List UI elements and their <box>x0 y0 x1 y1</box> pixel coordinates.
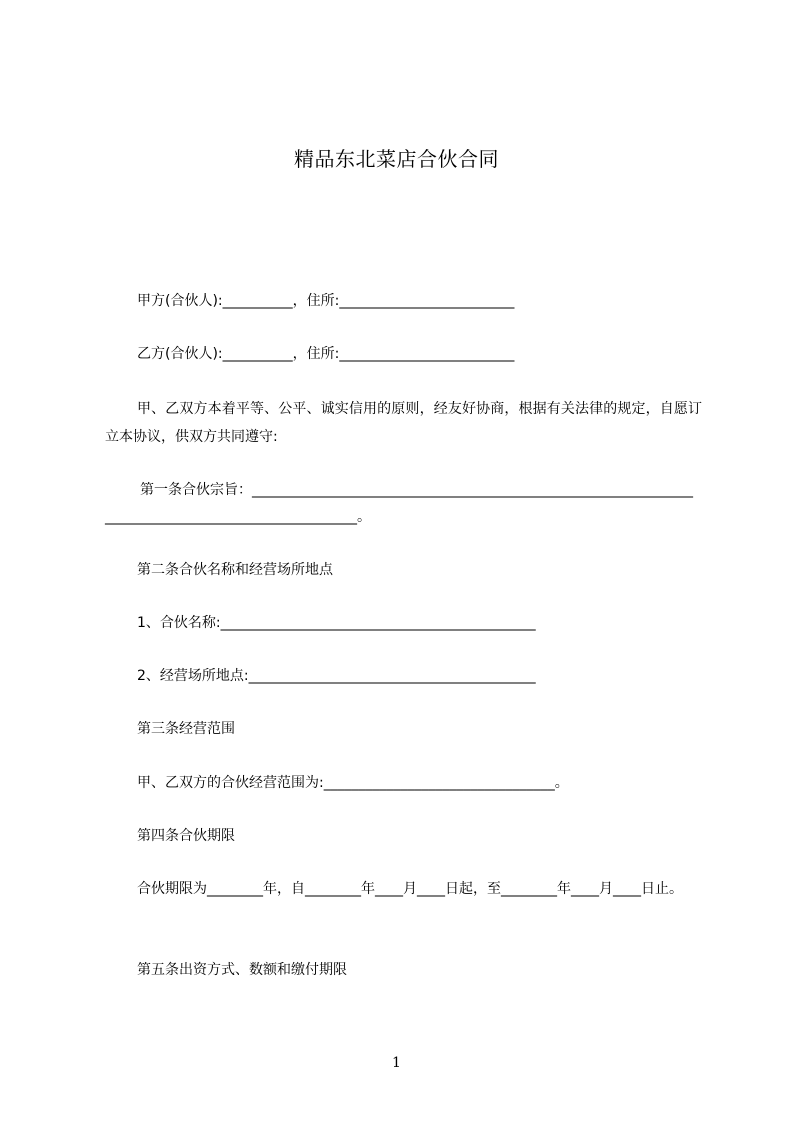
article-2-item-1: 1、合伙名称:_____________________________________________ <box>137 615 536 631</box>
article-1-line: 第一条合伙宗旨：_______________________________________________________________ <box>140 482 693 498</box>
article-4-heading: 第四条合伙期限 <box>137 828 235 844</box>
party-b-line: 乙方(合伙人):__________，住所:_________________________ <box>137 346 515 362</box>
article-1-continuation: ____________________________________。 <box>105 509 371 525</box>
article-4-text: 合伙期限为________年，自________年____月____日起，至________年____月____日止。 <box>137 881 683 897</box>
party-a-line: 甲方(合伙人):__________，住所:_________________________ <box>137 293 515 309</box>
article-2-heading: 第二条合伙名称和经营场所地点 <box>137 562 333 578</box>
article-2-item-2: 2、经营场所地点:_________________________________________ <box>137 668 536 684</box>
article-3-text: 甲、乙双方的合伙经营范围为:_________________________________。 <box>137 775 569 791</box>
page-number: 1 <box>392 1055 401 1071</box>
article-3-heading: 第三条经营范围 <box>137 721 235 737</box>
article-5-heading: 第五条出资方式、数额和缴付期限 <box>137 962 347 978</box>
preamble-paragraph: 甲、乙双方本着平等、公平、诚实信用的原则，经友好协商，根据有关法律的规定，自愿订立本协议，供双方共同遵守: <box>105 401 702 445</box>
document-title: 精品东北菜店合伙合同 <box>294 147 499 171</box>
